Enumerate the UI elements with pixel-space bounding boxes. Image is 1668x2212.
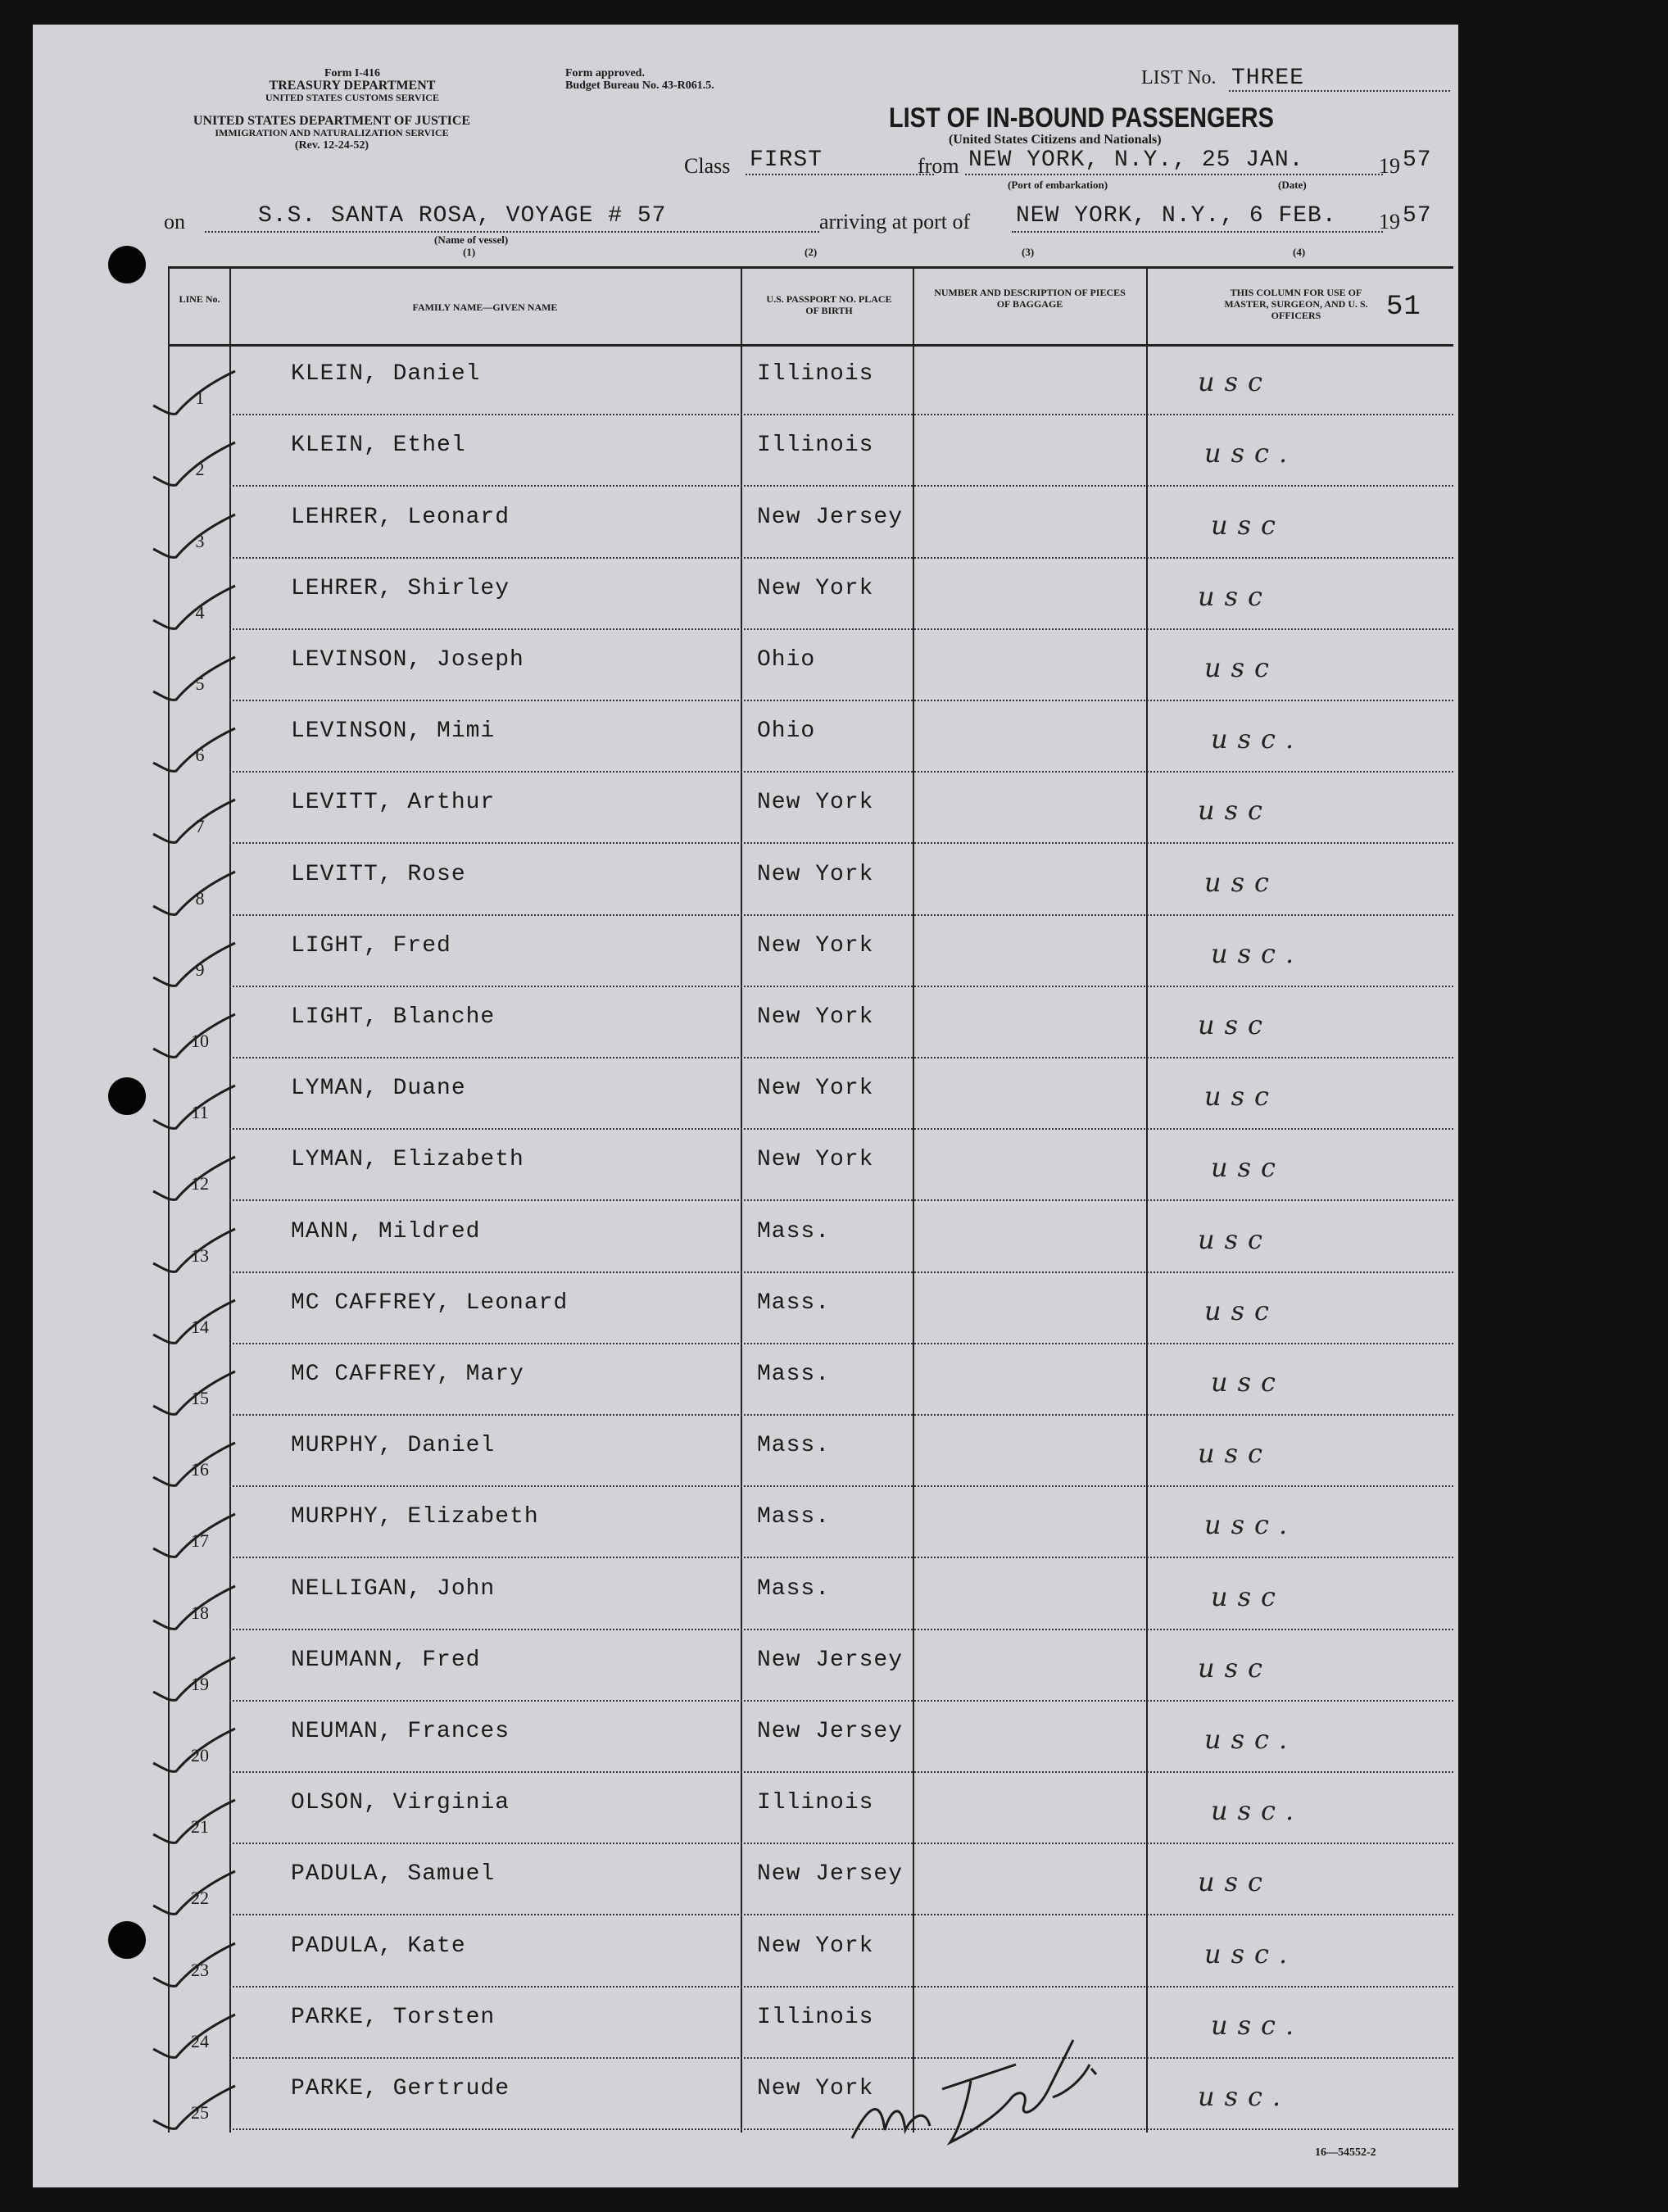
table-row: [170, 1844, 1453, 1915]
col-line-header: LINE No.: [179, 293, 220, 305]
place-of-birth: Mass.: [757, 1433, 831, 1459]
officer-mark: usc: [1198, 1223, 1272, 1255]
place-of-birth: New Jersey: [757, 1647, 904, 1673]
check-mark-icon: [137, 2008, 252, 2065]
arrival-year-prefix: 19: [1379, 210, 1400, 233]
budget-bureau: Budget Bureau No. 43-R061.5.: [565, 79, 714, 92]
arrival-port: NEW YORK, N.Y., 6 FEB.: [1016, 203, 1337, 229]
from-year: 57: [1403, 147, 1432, 173]
passenger-table: [168, 266, 1453, 2133]
from-value: NEW YORK, N.Y., 25 JAN.: [968, 147, 1304, 173]
officer-mark: usc: [1198, 366, 1272, 398]
officer-mark: usc.: [1211, 937, 1304, 969]
place-of-birth: New York: [757, 2075, 874, 2101]
justice-dept: UNITED STATES DEPARTMENT OF JUSTICE: [193, 114, 471, 128]
officer-mark: usc: [1211, 509, 1285, 541]
passenger-name: NEUMAN, Frances: [291, 1718, 510, 1744]
place-of-birth: New York: [757, 861, 874, 887]
table-row: [170, 773, 1453, 844]
check-mark-icon: [137, 1079, 252, 1136]
place-of-birth: New York: [757, 575, 874, 601]
line-number: 7: [195, 816, 205, 837]
table-row: [170, 1915, 1453, 1987]
place-of-birth: New York: [757, 790, 874, 816]
place-of-birth: Mass.: [757, 1361, 831, 1387]
check-mark-icon: [137, 1865, 252, 1922]
passenger-name: PARKE, Gertrude: [291, 2075, 510, 2101]
line-number: 2: [195, 459, 205, 480]
officer-mark: usc.: [1211, 2009, 1304, 2041]
line-number: 24: [191, 2030, 209, 2051]
line-number: 12: [191, 1173, 209, 1194]
passenger-name: LEVINSON, Joseph: [291, 646, 524, 673]
line-number: 4: [195, 601, 205, 623]
table-row: [170, 1201, 1453, 1272]
officer-mark: usc.: [1204, 1723, 1298, 1755]
place-of-birth: New York: [757, 1933, 874, 1959]
officer-mark: usc.: [1198, 2080, 1291, 2112]
table-row: [170, 1344, 1453, 1416]
table-row: [170, 1988, 1453, 2059]
check-mark-icon: [137, 579, 252, 637]
passenger-name: LIGHT, Fred: [291, 932, 451, 959]
table-row: [170, 916, 1453, 987]
officer-mark: usc: [1204, 651, 1279, 683]
check-mark-icon: [137, 1294, 252, 1351]
place-of-birth: Illinois: [757, 2004, 874, 2030]
caption-3: (3): [1022, 246, 1035, 258]
officer-mark: usc.: [1204, 1509, 1298, 1541]
passenger-name: LEVINSON, Mimi: [291, 718, 496, 745]
officer-mark: usc.: [1211, 723, 1304, 755]
passenger-name: NELLIGAN, John: [291, 1575, 496, 1602]
form-agency-block: [254, 67, 451, 104]
place-of-birth: Ohio: [757, 646, 816, 673]
port-embark-caption: (Port of embarkation): [1008, 179, 1108, 191]
passenger-name: KLEIN, Daniel: [291, 361, 481, 388]
officer-mark: usc: [1204, 866, 1279, 898]
officer-mark: usc: [1204, 1294, 1279, 1326]
check-mark-icon: [137, 1580, 252, 1637]
form-subtitle: (United States Citizens and Nationals): [949, 133, 1162, 147]
line-number: 17: [191, 1530, 209, 1552]
table-row: [170, 1416, 1453, 1487]
table-row: [170, 2059, 1453, 2130]
check-mark-icon: [137, 793, 252, 850]
caption-4: (4): [1293, 246, 1306, 258]
line-number: 6: [195, 745, 205, 766]
check-mark-icon: [137, 1008, 252, 1065]
place-of-birth: Mass.: [757, 1290, 831, 1316]
class-value: FIRST: [750, 147, 823, 173]
passenger-name: MURPHY, Elizabeth: [291, 1504, 539, 1530]
check-mark-icon: [137, 650, 252, 708]
passenger-name: LYMAN, Elizabeth: [291, 1147, 524, 1173]
place-of-birth: Illinois: [757, 361, 874, 388]
line-number: 21: [191, 1816, 209, 1838]
justice-block: [160, 115, 504, 152]
table-row: [170, 987, 1453, 1058]
customs-service: UNITED STATES CUSTOMS SERVICE: [265, 92, 439, 103]
passenger-name: LYMAN, Duane: [291, 1076, 466, 1102]
line-number: 9: [195, 959, 205, 980]
table-row: [170, 1773, 1453, 1844]
officer-mark: usc: [1198, 580, 1272, 612]
passenger-name: PARKE, Torsten: [291, 2004, 496, 2030]
place-of-birth: Mass.: [757, 1575, 831, 1602]
line-number: 10: [191, 1030, 209, 1051]
place-of-birth: Illinois: [757, 433, 874, 459]
officer-mark: usc.: [1211, 1795, 1304, 1827]
line-number: 18: [191, 1602, 209, 1623]
line-number: 5: [195, 673, 205, 694]
on-label: on: [164, 210, 185, 233]
passenger-name: KLEIN, Ethel: [291, 433, 466, 459]
check-mark-icon: [137, 936, 252, 994]
passenger-name: NEUMANN, Fred: [291, 1647, 481, 1673]
line-number: 11: [191, 1102, 209, 1123]
place-of-birth: Illinois: [757, 1790, 874, 1816]
passenger-name: LEVITT, Rose: [291, 861, 466, 887]
punch-hole: [108, 246, 146, 283]
place-of-birth: New York: [757, 1004, 874, 1030]
place-of-birth: New Jersey: [757, 1718, 904, 1744]
form-title: LIST OF IN-BOUND PASSENGERS: [889, 102, 1274, 134]
officer-mark: usc.: [1204, 1938, 1298, 1969]
check-mark-icon: [137, 2079, 252, 2137]
check-mark-icon: [137, 365, 252, 422]
check-mark-icon: [137, 1150, 252, 1208]
check-mark-icon: [137, 1222, 252, 1280]
page-number: 51: [1386, 292, 1421, 323]
table-row: [170, 344, 1453, 415]
passenger-name: MANN, Mildred: [291, 1218, 481, 1244]
footer-code: 16—54552-2: [1315, 2146, 1376, 2159]
check-mark-icon: [137, 1365, 252, 1422]
arrival-line: [1012, 231, 1383, 233]
caption-1: (1): [463, 246, 476, 258]
check-mark-icon: [137, 1507, 252, 1565]
place-of-birth: Mass.: [757, 1504, 831, 1530]
from-year-prefix: 19: [1379, 154, 1400, 178]
arriving-label: arriving at port of: [819, 210, 971, 233]
from-line: [965, 174, 1383, 175]
arrival-year: 57: [1403, 203, 1432, 229]
line-number: 16: [191, 1459, 209, 1480]
table-row: [170, 415, 1453, 487]
table-row: [170, 1702, 1453, 1773]
passenger-name: MURPHY, Daniel: [291, 1433, 496, 1459]
line-number: 1: [195, 388, 205, 409]
line-number: 14: [191, 1316, 209, 1337]
officer-mark: usc: [1211, 1366, 1285, 1398]
passenger-name: MC CAFFREY, Mary: [291, 1361, 524, 1387]
check-mark-icon: [137, 1722, 252, 1779]
treasury-dept: TREASURY DEPARTMENT: [269, 79, 436, 93]
officer-mark: usc.: [1204, 437, 1298, 469]
passenger-name: LEHRER, Leonard: [291, 504, 510, 530]
ins-service: IMMIGRATION AND NATURALIZATION SERVICE: [215, 127, 449, 138]
check-mark-icon: [137, 865, 252, 922]
place-of-birth: New York: [757, 932, 874, 959]
line-number: 15: [191, 1387, 209, 1408]
officer-mark: usc: [1198, 1009, 1272, 1040]
check-mark-icon: [137, 1436, 252, 1494]
line-number: 23: [191, 1959, 209, 1980]
line-number: 3: [195, 530, 205, 551]
table-row: [170, 559, 1453, 630]
table-row: [170, 844, 1453, 915]
from-label: from: [918, 154, 959, 178]
table-row: [170, 1058, 1453, 1130]
check-mark-icon: [137, 508, 252, 565]
passenger-name: OLSON, Virginia: [291, 1790, 510, 1816]
manifest-page: [33, 25, 1458, 2187]
col-baggage-header: NUMBER AND DESCRIPTION OF PIECES OF BAGGAGE: [934, 287, 1126, 310]
vessel-name: S.S. SANTA ROSA, VOYAGE # 57: [258, 203, 667, 229]
officer-signature: [836, 2015, 1163, 2163]
check-mark-icon: [137, 1793, 252, 1851]
table-row: [170, 1273, 1453, 1344]
place-of-birth: Ohio: [757, 718, 816, 745]
list-no-label: LIST No.: [1141, 67, 1217, 88]
officer-mark: usc: [1204, 1081, 1279, 1113]
table-row: [170, 630, 1453, 701]
table-row: [170, 1558, 1453, 1630]
line-number: 25: [191, 2101, 209, 2123]
line-number: 22: [191, 1888, 209, 1909]
revision: (Rev. 12-24-52): [294, 139, 369, 152]
passenger-name: PADULA, Samuel: [291, 1861, 496, 1888]
table-row: [170, 701, 1453, 773]
officer-mark: usc: [1211, 1580, 1285, 1612]
class-label: Class: [684, 154, 731, 178]
col-officers-header: THIS COLUMN FOR USE OF MASTER, SURGEON, AND U. S. OFFICERS: [1224, 287, 1368, 321]
officer-mark: usc: [1198, 1866, 1272, 1898]
table-row: [170, 1130, 1453, 1201]
line-number: 8: [195, 887, 205, 909]
passenger-name: LIGHT, Blanche: [291, 1004, 496, 1030]
officer-mark: usc: [1198, 1652, 1272, 1684]
list-no-value: THREE: [1231, 66, 1305, 91]
table-row: [170, 487, 1453, 558]
check-mark-icon: [137, 1937, 252, 1994]
approval-block: [565, 67, 746, 92]
form-number: Form I-416: [324, 67, 381, 79]
vessel-line: [205, 231, 819, 233]
form-approved: Form approved.: [565, 67, 645, 79]
place-of-birth: New Jersey: [757, 1861, 904, 1888]
place-of-birth: New Jersey: [757, 504, 904, 530]
class-line: [746, 174, 934, 175]
place-of-birth: Mass.: [757, 1218, 831, 1244]
table-row: [170, 1630, 1453, 1702]
date-caption: (Date): [1278, 179, 1307, 191]
col-name-header: FAMILY NAME—GIVEN NAME: [412, 301, 558, 313]
officer-mark: usc: [1211, 1152, 1285, 1184]
officer-mark: usc: [1198, 795, 1272, 827]
place-of-birth: New York: [757, 1147, 874, 1173]
passenger-name: LEHRER, Shirley: [291, 575, 510, 601]
passenger-name: LEVITT, Arthur: [291, 790, 496, 816]
line-number: 19: [191, 1673, 209, 1694]
line-number: 20: [191, 1744, 209, 1766]
table-row: [170, 1487, 1453, 1558]
vessel-caption: (Name of vessel): [434, 233, 509, 246]
place-of-birth: New York: [757, 1076, 874, 1102]
col-passport-header: U.S. PASSPORT NO. PLACE OF BIRTH: [766, 293, 892, 316]
check-mark-icon: [137, 722, 252, 779]
officer-mark: usc: [1198, 1438, 1272, 1470]
check-mark-icon: [137, 1651, 252, 1708]
list-no-line: [1229, 90, 1450, 92]
passenger-name: PADULA, Kate: [291, 1933, 466, 1959]
passenger-name: MC CAFFREY, Leonard: [291, 1290, 569, 1316]
caption-2: (2): [805, 246, 818, 258]
check-mark-icon: [137, 436, 252, 493]
line-number: 13: [191, 1244, 209, 1266]
